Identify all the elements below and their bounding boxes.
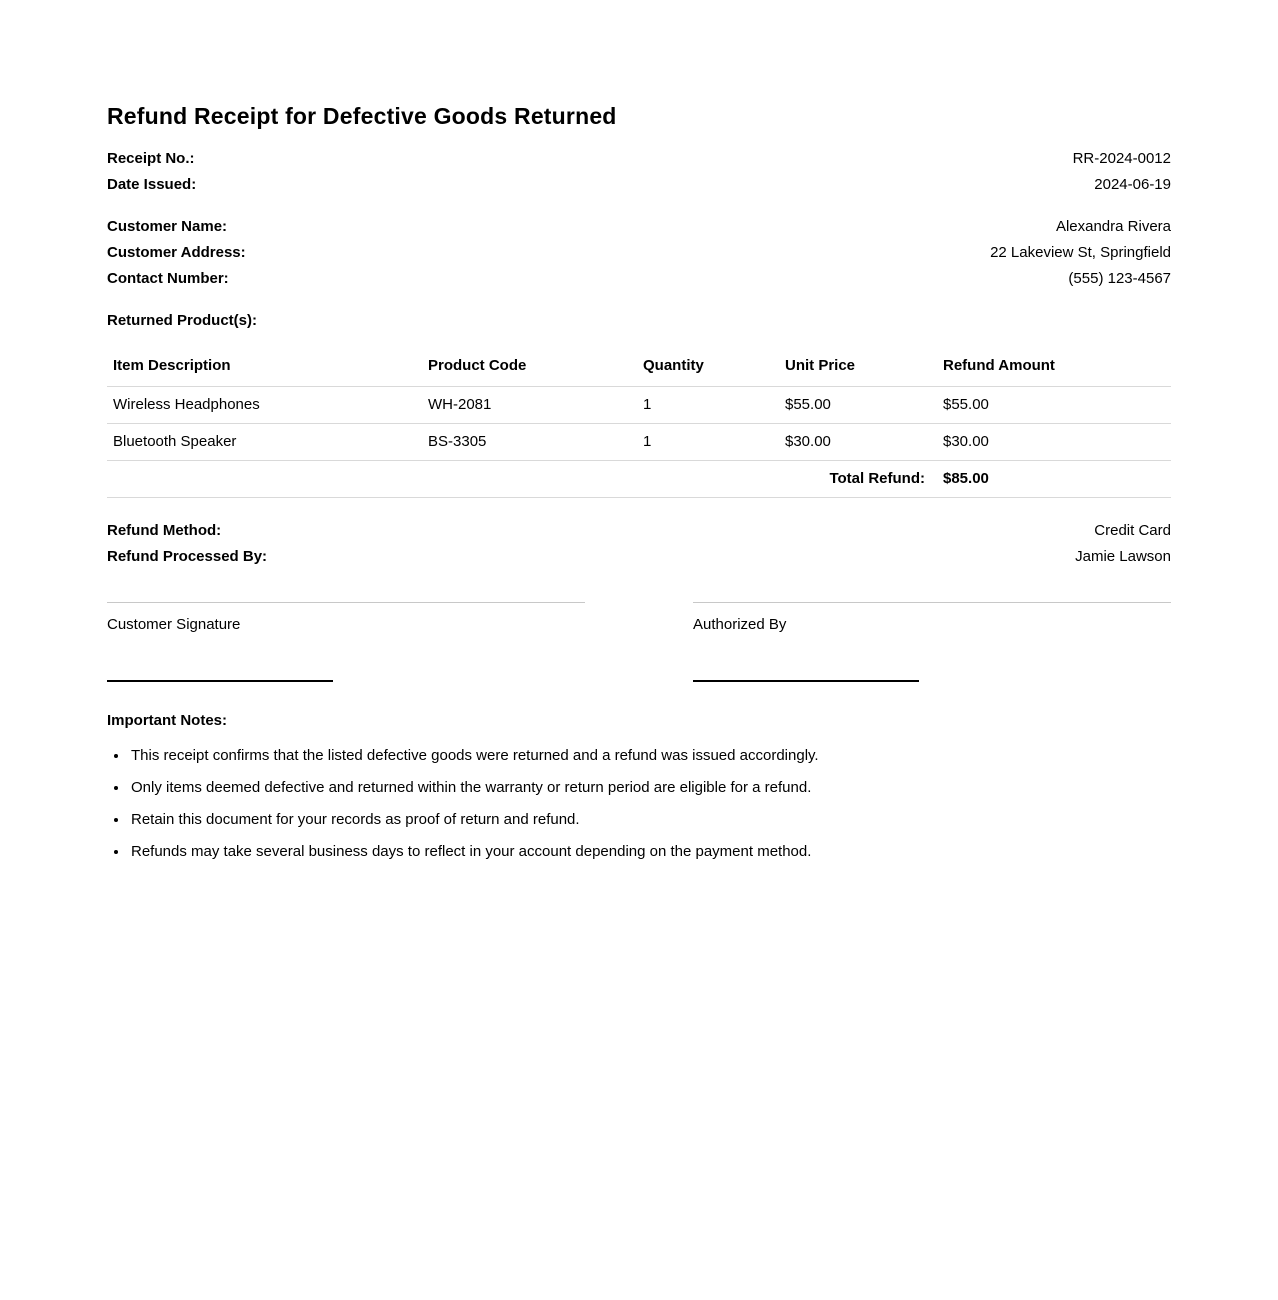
refund-info-block [107, 518, 1171, 570]
customer-signature-line [107, 680, 333, 682]
customer-signature-label: Customer Signature [107, 616, 241, 633]
customer-address-row [107, 240, 1171, 266]
returned-products-table [107, 348, 1171, 498]
list-item: • Refunds may take several business days to reflect in your account depending on the payment method. [129, 840, 1171, 864]
col-header-refund-amount: Refund Amount [937, 348, 1171, 387]
customer-address-value: 22 Lakeview St, Springfield [990, 244, 1171, 261]
refund-processed-by-value: Jamie Lawson [1075, 548, 1171, 565]
cell-item-description: Bluetooth Speaker [107, 424, 422, 461]
col-header-quantity: Quantity [637, 348, 779, 387]
table-header-row [107, 348, 1171, 387]
list-item: • Only items deemed defective and returned within the warranty or return period are eligible for a refund. [129, 776, 1171, 800]
receipt-no-row [107, 146, 1171, 172]
customer-address-label: Customer Address: [107, 244, 246, 261]
customer-name-label: Customer Name: [107, 218, 228, 235]
important-notes-list [107, 744, 1171, 864]
cell-refund-amount: $55.00 [937, 387, 1171, 424]
total-refund-value: $85.00 [937, 461, 1171, 498]
authorized-by-line [693, 680, 919, 682]
col-header-item-description: Item Description [107, 348, 422, 387]
cell-quantity: 1 [637, 424, 779, 461]
col-header-unit-price: Unit Price [779, 348, 937, 387]
refund-processed-by-label: Refund Processed By: [107, 548, 268, 565]
contact-number-label: Contact Number: [107, 270, 229, 287]
authorized-by-block [693, 602, 1171, 682]
contact-number-row [107, 266, 1171, 292]
list-item: • This receipt confirms that the listed defective goods were returned and a refund was issued accordingly. [129, 744, 1171, 768]
customer-block [107, 214, 1171, 292]
cell-unit-price: $30.00 [779, 424, 937, 461]
cell-quantity: 1 [637, 387, 779, 424]
customer-name-row [107, 214, 1171, 240]
refund-method-label: Refund Method: [107, 522, 222, 539]
refund-processed-by-row [107, 544, 1171, 570]
cell-unit-price: $55.00 [779, 387, 937, 424]
total-refund-label: Total Refund: [107, 461, 937, 498]
refund-method-row [107, 518, 1171, 544]
customer-name-value: Alexandra Rivera [1055, 218, 1171, 235]
page-title: Refund Receipt for Defective Goods Returned [107, 103, 617, 129]
important-notes-heading: Important Notes: [107, 712, 227, 729]
table-total-row [107, 461, 1171, 498]
contact-number-value: (555) 123-4567 [1068, 270, 1171, 287]
date-issued-row [107, 172, 1171, 198]
refund-method-value: Credit Card [1094, 522, 1171, 539]
cell-product-code: WH-2081 [422, 387, 637, 424]
date-issued-value: 2024-06-19 [1094, 176, 1171, 193]
customer-signature-block [107, 602, 585, 682]
cell-refund-amount: $30.00 [937, 424, 1171, 461]
signatures-section [107, 602, 1171, 682]
receipt-meta-block [107, 146, 1171, 198]
returned-products-heading: Returned Product(s): [107, 312, 257, 329]
cell-product-code: BS-3305 [422, 424, 637, 461]
cell-item-description: Wireless Headphones [107, 387, 422, 424]
date-issued-label: Date Issued: [107, 176, 197, 193]
authorized-by-label: Authorized By [693, 616, 787, 633]
table-row [107, 424, 1171, 461]
receipt-no-label: Receipt No.: [107, 150, 195, 167]
col-header-product-code: Product Code [422, 348, 637, 387]
receipt-no-value: RR-2024-0012 [1072, 150, 1171, 167]
list-item: • Retain this document for your records as proof of return and refund. [129, 808, 1171, 832]
table-row [107, 387, 1171, 424]
